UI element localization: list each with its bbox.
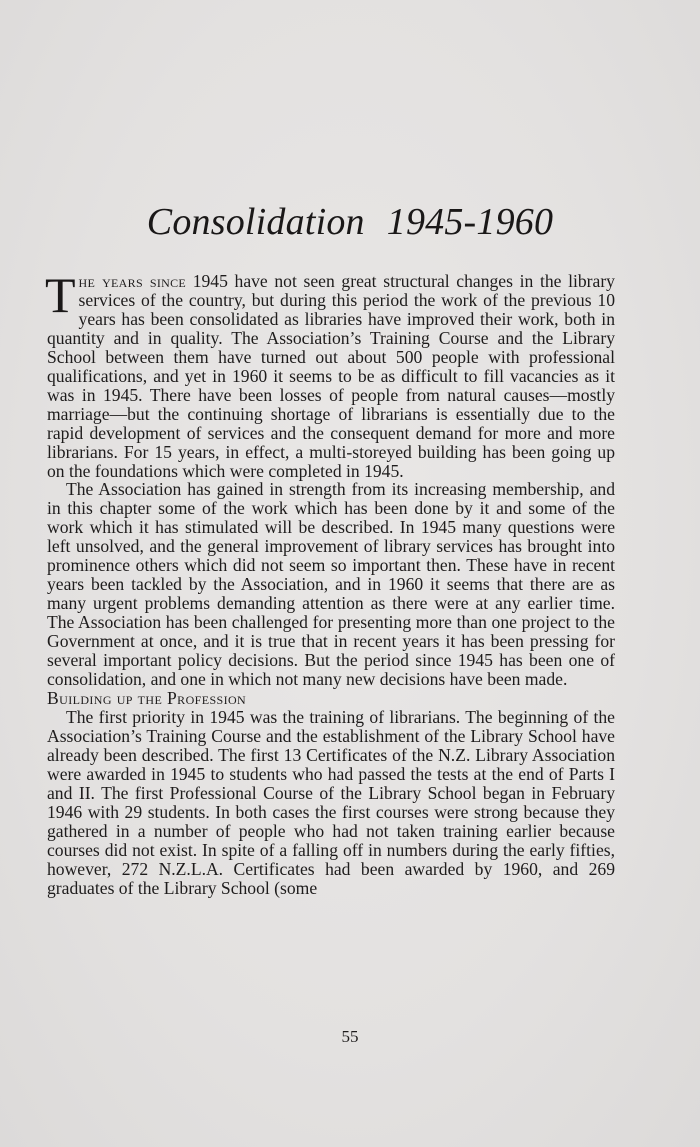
intro-paragraph xyxy=(45,267,615,481)
body-text xyxy=(45,267,615,898)
section-paragraph: The first priority in 1945 was the training of librarians. The beginning of the Association’s Training Course and the establishment of the Library School have already been described. The first 13 Certificates of the N.Z. Library Association were awarded in 1945 to students who had passed the tests at the end of Parts I and II. The first Professional Course of the Library School began in February 1946 with 29 students. In both cases the first courses were strong because they gathered in a number of people who had not taken training earlier because courses did not exist. In spite of a falling off in numbers during the early fifties, however, 272 N.Z.L.A. Certificates had been awarded by 1960, and 269 graduates of the Library School (some xyxy=(47,706,615,898)
intro-text: 1945 have not seen great structural changes in the library services of the country, but during this period the work of the previous 10 years has been consolidated as libraries have improved their work, both in quantity and in quality. The Association’s Training Course and the Library School between them have turned out about 500 people with professional qualifications, and yet in 1960 it seems to be as difficult to fill vacancies as it was in 1945. There have been losses of people from natural causes—mostly marriage—but the continuing shortage of librarians is essentially due to the rapid development of services and the consequent demand for more and more librarians. For 15 years, in effect, a multi-storeyed building has been going up on the foundations which were completed in 1945. xyxy=(47,271,615,481)
paragraph-2: The Association has gained in strength from its increasing membership, and in this chapter some of the work which has been done by it and some of the work which it has stimulated will be described. In 1945 many questions were left unsolved, and the general improvement of library services has brought into prominence others which did not seem so important then. These have in recent years been tackled by the Association, and in 1960 it seems that there are as many urgent problems demanding attention as there were at any earlier time. The Association has been challenged for presenting more than one project to the Government at once, and it is true that in recent years it has been pressing for several important policy decisions. But the period since 1945 has been one of consolidation, and one in which not many new decisions have been made. xyxy=(47,479,615,690)
section-heading: Building up the Profession xyxy=(47,687,247,708)
drop-cap: T xyxy=(45,267,76,323)
chapter-title-years: 1945-1960 xyxy=(386,201,554,243)
intro-lead-smallcaps: he years since xyxy=(78,271,187,291)
page-number: 55 xyxy=(341,1027,359,1046)
chapter-title-word: Consolidation xyxy=(146,201,365,243)
chapter-title xyxy=(0,200,700,244)
